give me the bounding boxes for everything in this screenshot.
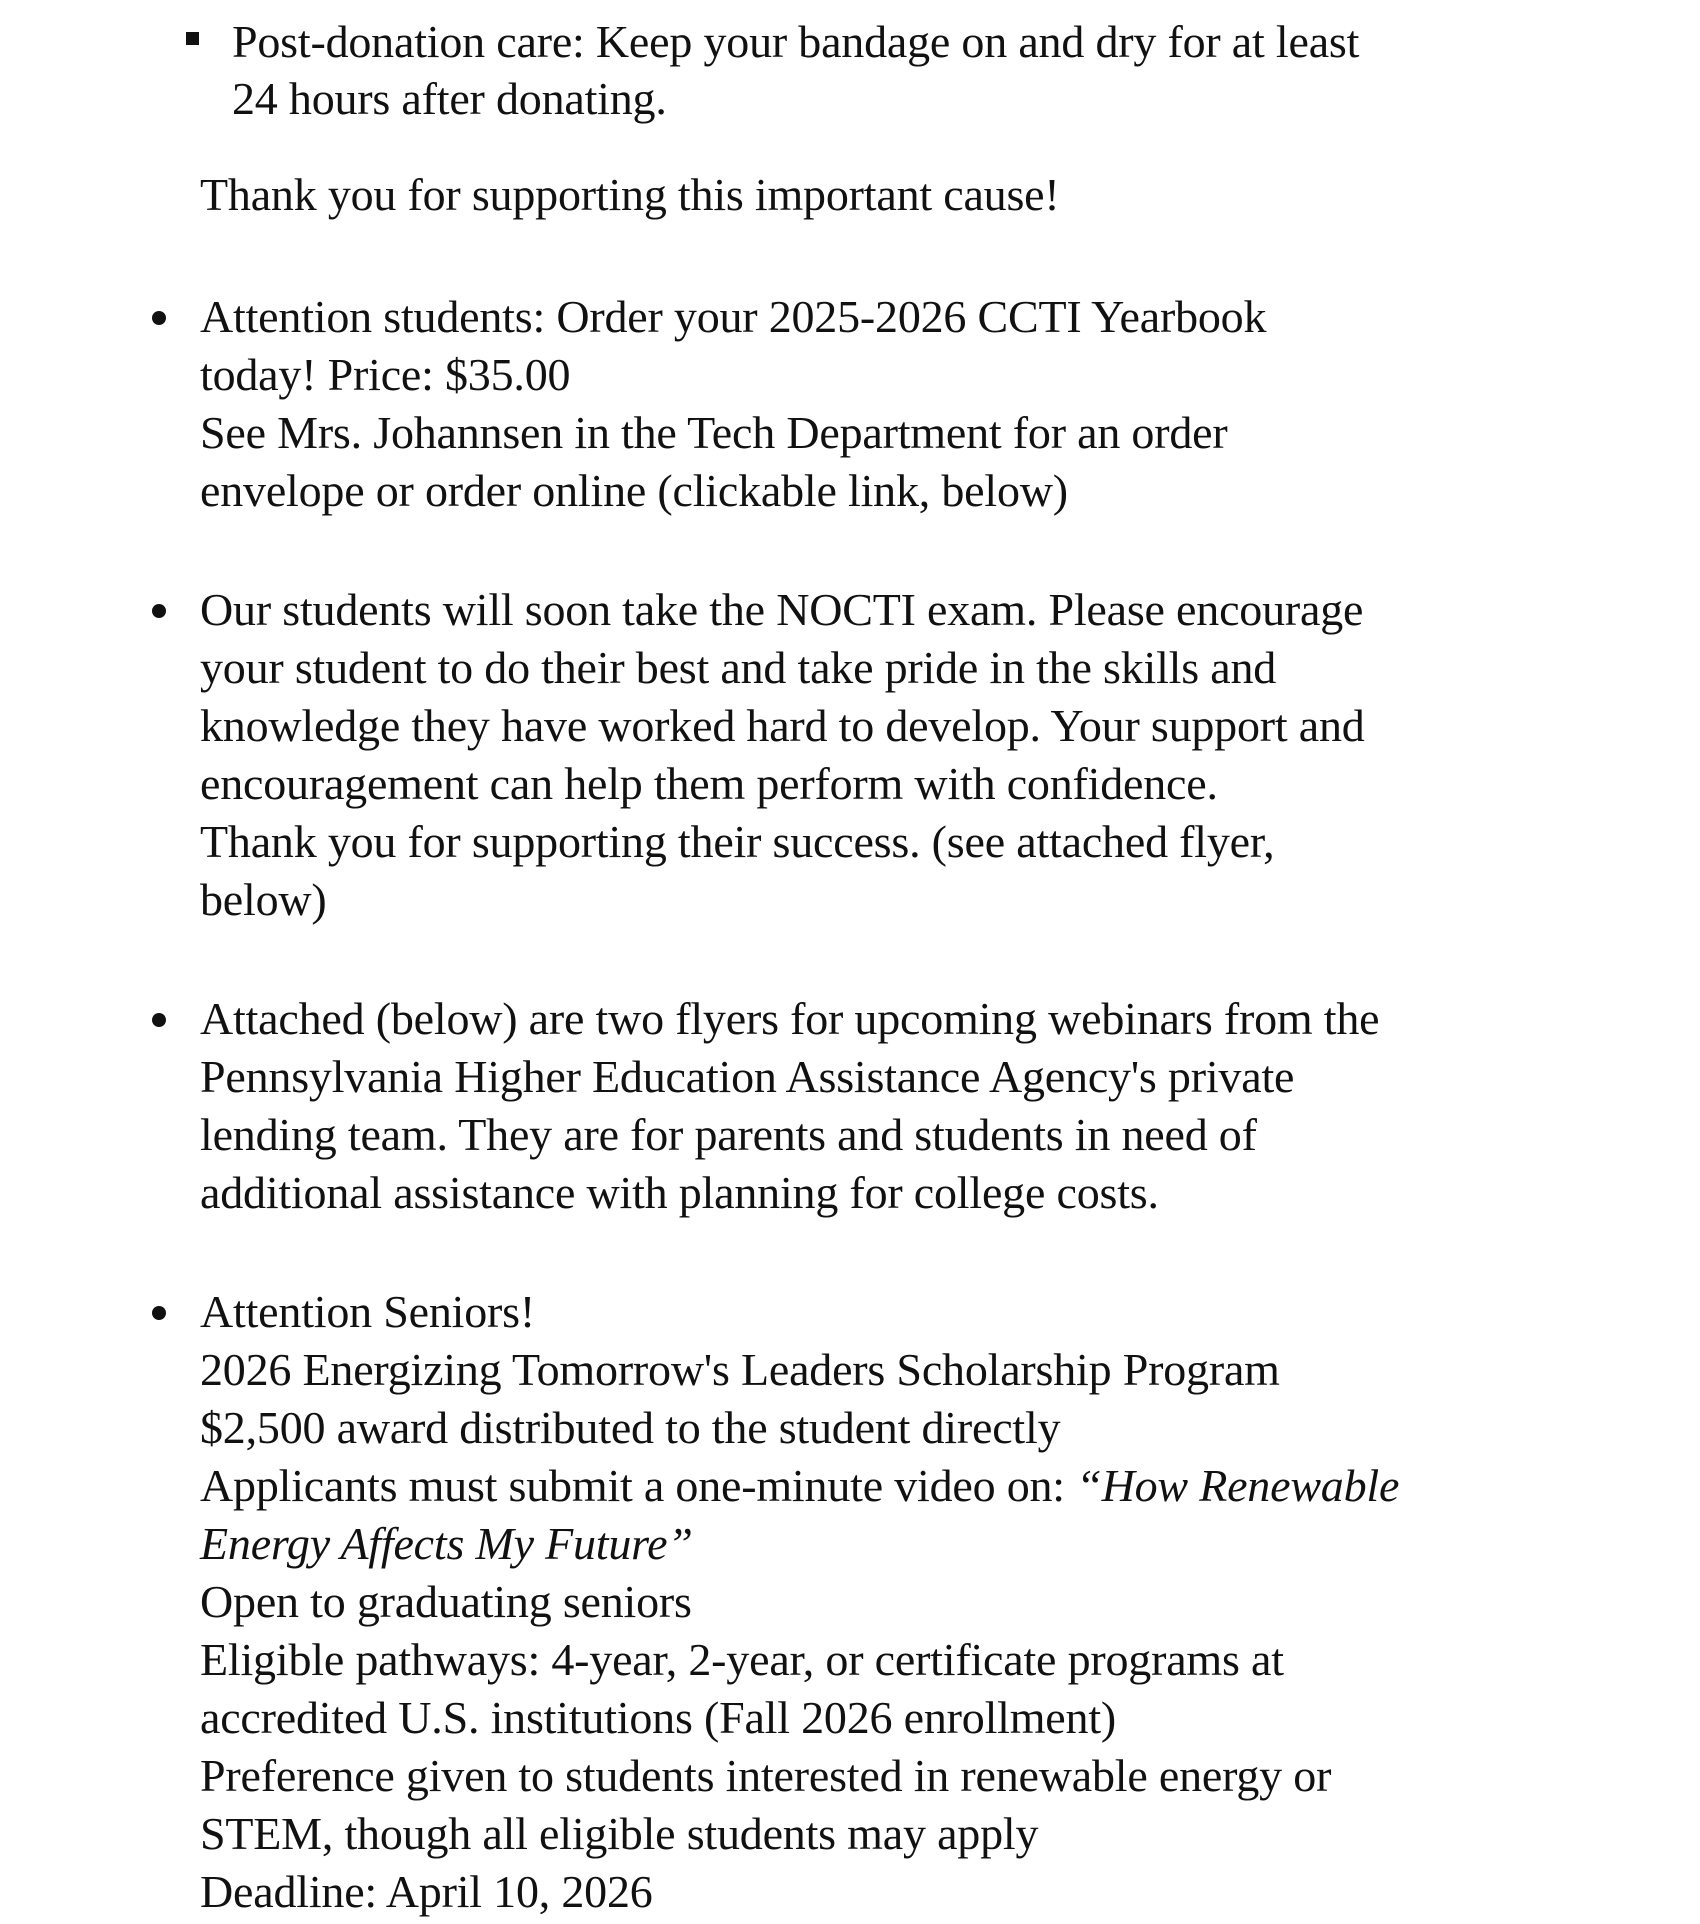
scholarship-award: $2,500 award distributed to the student directly — [200, 1402, 1061, 1453]
nocti-line-2: your student to do their best and take pride in the skills and — [200, 642, 1277, 693]
scholarship-preference-1: Preference given to students interested in renewable energy or — [200, 1750, 1332, 1801]
donation-thanks: Thank you for supporting this important cause! — [200, 169, 1060, 220]
scholarship-program-name: 2026 Energizing Tomorrow's Leaders Scholarship Program — [200, 1344, 1280, 1395]
scholarship-deadline: Deadline: April 10, 2026 — [200, 1866, 653, 1917]
webinar-line-3: lending team. They are for parents and students in need of — [200, 1109, 1257, 1160]
nocti-line-1: Our students will soon take the NOCTI exam. Please encourage — [200, 584, 1364, 635]
bullet-icon — [152, 311, 166, 325]
post-donation-line-1: Post-donation care: Keep your bandage on and dry for at least — [232, 16, 1360, 67]
webinar-line-1: Attached (below) are two flyers for upcoming webinars from the — [200, 993, 1380, 1044]
scholarship-pathways-2: accredited U.S. institutions (Fall 2026 enrollment) — [200, 1692, 1117, 1743]
video-requirement-text: Applicants must submit a one-minute video on: — [200, 1460, 1077, 1511]
scholarship-eligibility: Open to graduating seniors — [200, 1576, 692, 1627]
bullet-icon — [152, 1013, 166, 1027]
yearbook-line-1: Attention students: Order your 2025-2026 CCTI Yearbook — [200, 291, 1267, 342]
webinar-line-4: additional assistance with planning for college costs. — [200, 1167, 1159, 1218]
video-title-part-1: “How Renewable — [1076, 1460, 1400, 1511]
nocti-line-5: Thank you for supporting their success. (see attached flyer, — [200, 816, 1275, 867]
nocti-line-3: knowledge they have worked hard to develop. Your support and — [200, 700, 1365, 751]
bullet-icon — [152, 604, 166, 618]
yearbook-line-2: today! Price: $35.00 — [200, 349, 571, 400]
post-donation-line-2: 24 hours after donating. — [232, 73, 667, 124]
scholarship-preference-2: STEM, though all eligible students may apply — [200, 1808, 1039, 1859]
square-bullet-icon — [186, 32, 199, 45]
webinar-line-2: Pennsylvania Higher Education Assistance Agency's private — [200, 1051, 1295, 1102]
yearbook-line-3: See Mrs. Johannsen in the Tech Department for an order — [200, 407, 1228, 458]
scholarship-pathways-1: Eligible pathways: 4-year, 2-year, or certificate programs at — [200, 1634, 1284, 1685]
scholarship-heading: Attention Seniors! — [200, 1286, 535, 1337]
scholarship-video-requirement — [200, 1457, 1399, 1515]
yearbook-line-4: envelope or order online (clickable link, below) — [200, 465, 1068, 516]
nocti-line-4: encouragement can help them perform with confidence. — [200, 758, 1218, 809]
bullet-icon — [152, 1306, 166, 1320]
video-title-part-2: Energy Affects My Future” — [200, 1518, 693, 1569]
nocti-line-6: below) — [200, 874, 327, 925]
